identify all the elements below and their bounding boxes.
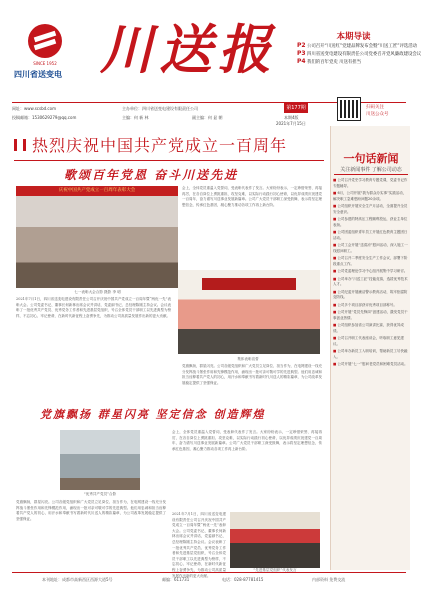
issue-number: 第177期 (284, 103, 308, 113)
news-item[interactable]: ■ 公司开展“党员先锋岗”创建活动，激发党员干事创业热情。 (333, 310, 408, 320)
photo-caption: 七一表彰大会合影 摄影 李 明 (74, 290, 121, 294)
photo-banner: 庆祝中国共产党成立一百周年表彰大会 (16, 186, 178, 196)
news-item[interactable]: ■ 公司纪委开展廉洁警示教育活动，筑牢拒腐防变防线。 (333, 289, 408, 299)
divider (334, 174, 408, 175)
article-body: 2021年7月1日，四川省送变电建设有限责任公司召开庆祝中国共产党成立一百周年暨“两优一先”表彰大会。公司党委书记、董事长何新林出席会议并讲话，党委副书记、总经理陈刚主持会议。会议表彰了一批优秀共产党员、优秀党务工作者和先进基层党组织，号召全体党员干部职工以先进典型为榜样，不忘初心、牢记使命，在新时代新征程上奋勇争先，为推动公司高质量发展作出新的更大贡献。 (172, 512, 226, 578)
article-body: 会上，全体党员重温入党誓词，受表彰代表作了发言。大家纷纷表示，一定珍惜荣誉、再接再厉，在各自岗位上勇挑重担、攻坚克难，以实际行动践行初心使命，以优异成绩庆祝建党一百周年，奋力谱写川送事业发展新篇章。公司广大党员干部职工深受鼓舞，表示将坚定理想信念，传承红色基因，凝心聚力推动各项工作再上新台阶。 (182, 186, 322, 207)
website-link[interactable]: 网址：www.scsbd.com (12, 106, 56, 111)
issue-date: 2021年7月15日 (276, 121, 306, 126)
news-item[interactable]: ■ 公司参建的特高压工程顺利投运，获业主单位表扬。 (333, 217, 408, 227)
news-item[interactable]: ■ 公司举办新员工入职培训，帮助新员工尽快融入。 (333, 349, 408, 359)
news-item[interactable]: ■ 公司召开二季度安全生产工作会议，部署下阶段重点工作。 (333, 256, 408, 266)
footer-address: 本刊地址：成都市高新西区西源大道5号 (42, 577, 113, 582)
news-item[interactable]: ■ 公司召开党史学习教育专题党课，党委书记作专题辅导。 (333, 178, 408, 188)
issue-guide (297, 30, 421, 92)
ceremony-photo (16, 186, 178, 288)
speech-photo (230, 512, 320, 568)
members-photo (60, 430, 140, 490)
news-item[interactable]: ■ 公司多个项目部获评优秀项目部称号。 (333, 302, 397, 307)
news-list (333, 178, 409, 566)
scan-hint: 扫码关注 川送公众号 (366, 105, 389, 117)
news-item[interactable]: ■ 公司党委理论学习中心组开展集中学习研讨。 (333, 269, 408, 273)
photo-caption: 集体表彰宣誓 (237, 357, 259, 361)
deputy-editor: 副主编：何 显 朝 (192, 115, 223, 120)
footer (12, 572, 406, 586)
qr-code-icon[interactable] (338, 98, 360, 120)
pledge-photo (178, 270, 320, 354)
red-banner (202, 278, 296, 290)
news-item[interactable]: ■ 公司组织开展安全生产月活动，全面提升全员安全意识。 (333, 204, 408, 214)
footer-note: 内部资料 免费交流 (312, 577, 346, 582)
guide-item[interactable]: P4 我们的百年党史 川送有担当 (297, 58, 362, 66)
article-body: 党旗飘扬，群星闪亮。公司各级党组织和广大党员立足岗位、担当作为，在电网建设一线充分发挥战斗堡垒作用和先锋模范作用，涌现出一批可亲可敬可学的先进典型。他们用忠诚和担当诠释着共产党人的初心，用汗水和奉献书写着新时代川送人的精彩篇章，为公司改革发展稳定提供了坚强保证。 (182, 364, 322, 385)
company-name: 四川省送变电 (14, 70, 62, 79)
news-item[interactable]: ■ 公司召开职工代表座谈会，听取职工意见建议。 (333, 336, 404, 346)
slogan-bottom: 党旗飘扬 群星闪亮 坚定信念 创造辉煌 (40, 408, 266, 421)
guide-item[interactable]: P2 公司召开“川送红”党建品牌发布会暨“川送工匠”评选活动 (297, 42, 418, 49)
article-body: 党旗飘扬，群星闪亮。公司各级党组织和广大党员立足岗位、担当作为，在电网建设一线充分发挥战斗堡垒作用和先锋模范作用，涌现出一批可亲可敬可学的先进典型。他们用忠诚和担当诠释着共产党人的初心，用汗水和奉献书写着新时代川送人的精彩篇章，为公司改革发展稳定提供了坚强保证。 (16, 500, 166, 521)
slogan-top: 歌颂百年党恩 奋斗川送先进 (64, 168, 239, 182)
footer-phone: 电话：028-87781415 (222, 577, 264, 582)
news-item[interactable]: ■ 6月，公司开展“我为群众办实事”实践活动，解决职工急难愁盼问题20余项。 (333, 191, 407, 201)
guide-title: 本期导读 (336, 32, 371, 42)
news-item[interactable]: ■ 公司工会开展“送清凉”慰问活动，深入施工一线慰问职工。 (333, 243, 408, 253)
photo-caption: “优秀共产党员”合影 (83, 492, 117, 496)
masthead (0, 0, 421, 102)
main-headline (14, 131, 324, 161)
article-body: 会上，全体党员重温入党誓词，受表彰代表作了发言。大家纷纷表示，一定珍惜荣誉、再接再厉，在各自岗位上勇挑重担、攻坚克难，以实际行动践行初心使命，以优异成绩庆祝建党一百周年，奋力谱写川送事业发展新篇章。公司广大党员干部职工深受鼓舞，表示将坚定理想信念，传承红色基因，凝心聚力推动各项工作再上新台阶。 (172, 430, 322, 451)
sidebar-title: 一句话新闻 (343, 152, 399, 165)
news-item[interactable]: ■ 公司组织参加省公司演讲比赛，获得优异成绩。 (333, 323, 404, 333)
section-count: 本期4版 (284, 115, 299, 120)
editor: 主编：何 新 林 (122, 115, 149, 120)
newspaper-title: 川送报 (100, 19, 277, 81)
guide-item[interactable]: P3 四川省送变电建设有限责任公司党委召开党风廉政建设会议 (297, 50, 421, 58)
article-body: 2021年7月1日，四川省送变电建设有限责任公司召开庆祝中国共产党成立一百周年暨“两优一先”表彰大会。公司党委书记、董事长何新林出席会议并讲话，党委副书记、总经理陈刚主持会议。会议表彰了一批优秀共产党员、优秀党务工作者和先进基层党组织，号召全体党员干部职工以先进典型为榜样，不忘初心、牢记使命，在新时代新征程上奋勇争先，为推动公司高质量发展作出新的更大贡献。 (16, 297, 171, 318)
news-item[interactable]: ■ 公司开展“七一”慰问老党员和困难党员活动。 (333, 362, 408, 366)
news-item[interactable]: ■ 公司举办“川送工匠”技能竞赛，选拔优秀技术人才。 (333, 276, 408, 286)
logo-since: SINCE 1952 (33, 61, 57, 66)
news-item[interactable]: ■ 公司团委组织青年员工开展红色教育主题团日活动。 (333, 230, 408, 240)
photo-caption: “先进基层党组织”代表发言 (253, 568, 297, 572)
email-link[interactable]: 投稿邮箱：1530629279@qq.com (12, 115, 77, 120)
company-logo (28, 24, 62, 58)
sponsor: 主办单位：四川省送变电建设有限责任公司 (122, 106, 198, 111)
headline-text: 热烈庆祝中国共产党成立一百周年 (32, 136, 288, 155)
footer-zip: 邮编：611731 (162, 577, 190, 582)
headline-bars-icon (14, 139, 26, 151)
sidebar-subtitle: 关注新闻事件 了解公司动态 (340, 167, 402, 173)
